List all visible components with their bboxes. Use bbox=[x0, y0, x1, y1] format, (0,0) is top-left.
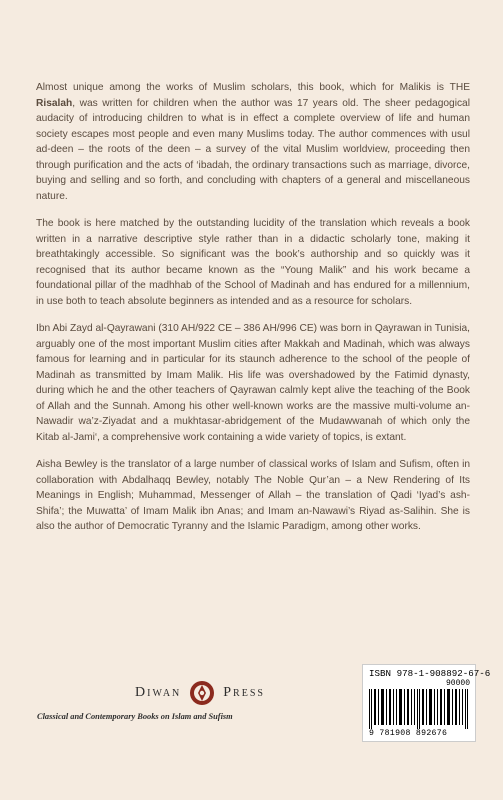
publisher-logo bbox=[80, 680, 320, 706]
diwan-emblem-icon bbox=[189, 680, 215, 706]
back-cover-blurb bbox=[36, 80, 470, 547]
barcode-bars bbox=[369, 689, 469, 729]
blurb-paragraph-2: The book is here matched by the outstanding lucidity of the translation which reveals a book written in a narrative descriptive style rather than in a didactic scholarly tone, making it breathtakingly accessible. So significant was the book’s authorship and so quickly was it recognised that its author became known as the “Young Malik” and his work became a foundational pillar of the madhhab of the School of Madinah and has endured for a millennium, in use both to teach absolute beginners as intended and as a resource for scholars. bbox=[36, 218, 470, 307]
blurb-paragraph-3: Ibn Abi Zayd al-Qayrawani (310 AH/922 CE – 386 AH/996 CE) was born in Qayrawan in Tunisia, arguably one of the most important Muslim cities after Makkah and Madinah, which was always famous for learning and in particular for its staunch adherence to the school of the people of Madinah as transmitted by Imam Malik. His life was overshadowed by the Fatimid dynasty, during which he and the other teachers of Qayrawan calmly kept alive the teaching of the Book of Allah and the Sunnah. Among his other well-known works are the massive multi-volume an-Nawadir wa’z-Ziyadat and a mukhtasar-abridgement of the Mudawwanah of which only the Kitab al-Jami‘, a comprehensive work containing a wide variety of topics, is extant. bbox=[36, 323, 470, 443]
risalah-title: Risalah bbox=[36, 97, 73, 109]
barcode-number: 9 781908 892676 bbox=[369, 729, 448, 738]
isbn-barcode bbox=[362, 664, 491, 742]
publisher-name-right: Press bbox=[223, 685, 265, 700]
blurb-paragraph-1: Almost unique among the works of Muslim scholars, this book, which for Malikis is THE Risalah, was written for children when the author was 17 years old. The sheer pedagogical audacity of introducing children to what is in effect a complete overview of life and human society escapes most people and even many Muslims today. The author commences with usul ad-deen – the roots of the deen – a survey of the vital Muslim worldview, proceeding then through purification and the acts of ‘ibadah, the ordinary transactions such as marriage, divorce, buying and selling and so forth, and concluding with chapters of a general and miscellaneous nature. bbox=[36, 82, 470, 202]
blurb-paragraph-4: Aisha Bewley is the translator of a large number of classical works of Islam and Sufism, often in collaboration with Abdalhaqq Bewley, notably The Noble Qur’an – a New Rendering of Its Meanings in English; Muhammad, Messenger of Allah – the translation of Qadi ‘Iyad’s ash-Shifa’; the Muwatta’ of Imam Malik ibn Anas; and Imam an-Nawawi’s Riyad as-Salihin. She is also the author of Democratic Tyranny and the Islamic Paradigm, among other works. bbox=[36, 459, 470, 532]
publisher-name-left: Diwan bbox=[135, 685, 182, 700]
price-code: 90000 bbox=[445, 679, 470, 688]
publisher-tagline: Classical and Contemporary Books on Islam and Sufism bbox=[37, 712, 233, 721]
isbn-label: ISBN 978-1-908892-67-6 bbox=[369, 668, 491, 679]
